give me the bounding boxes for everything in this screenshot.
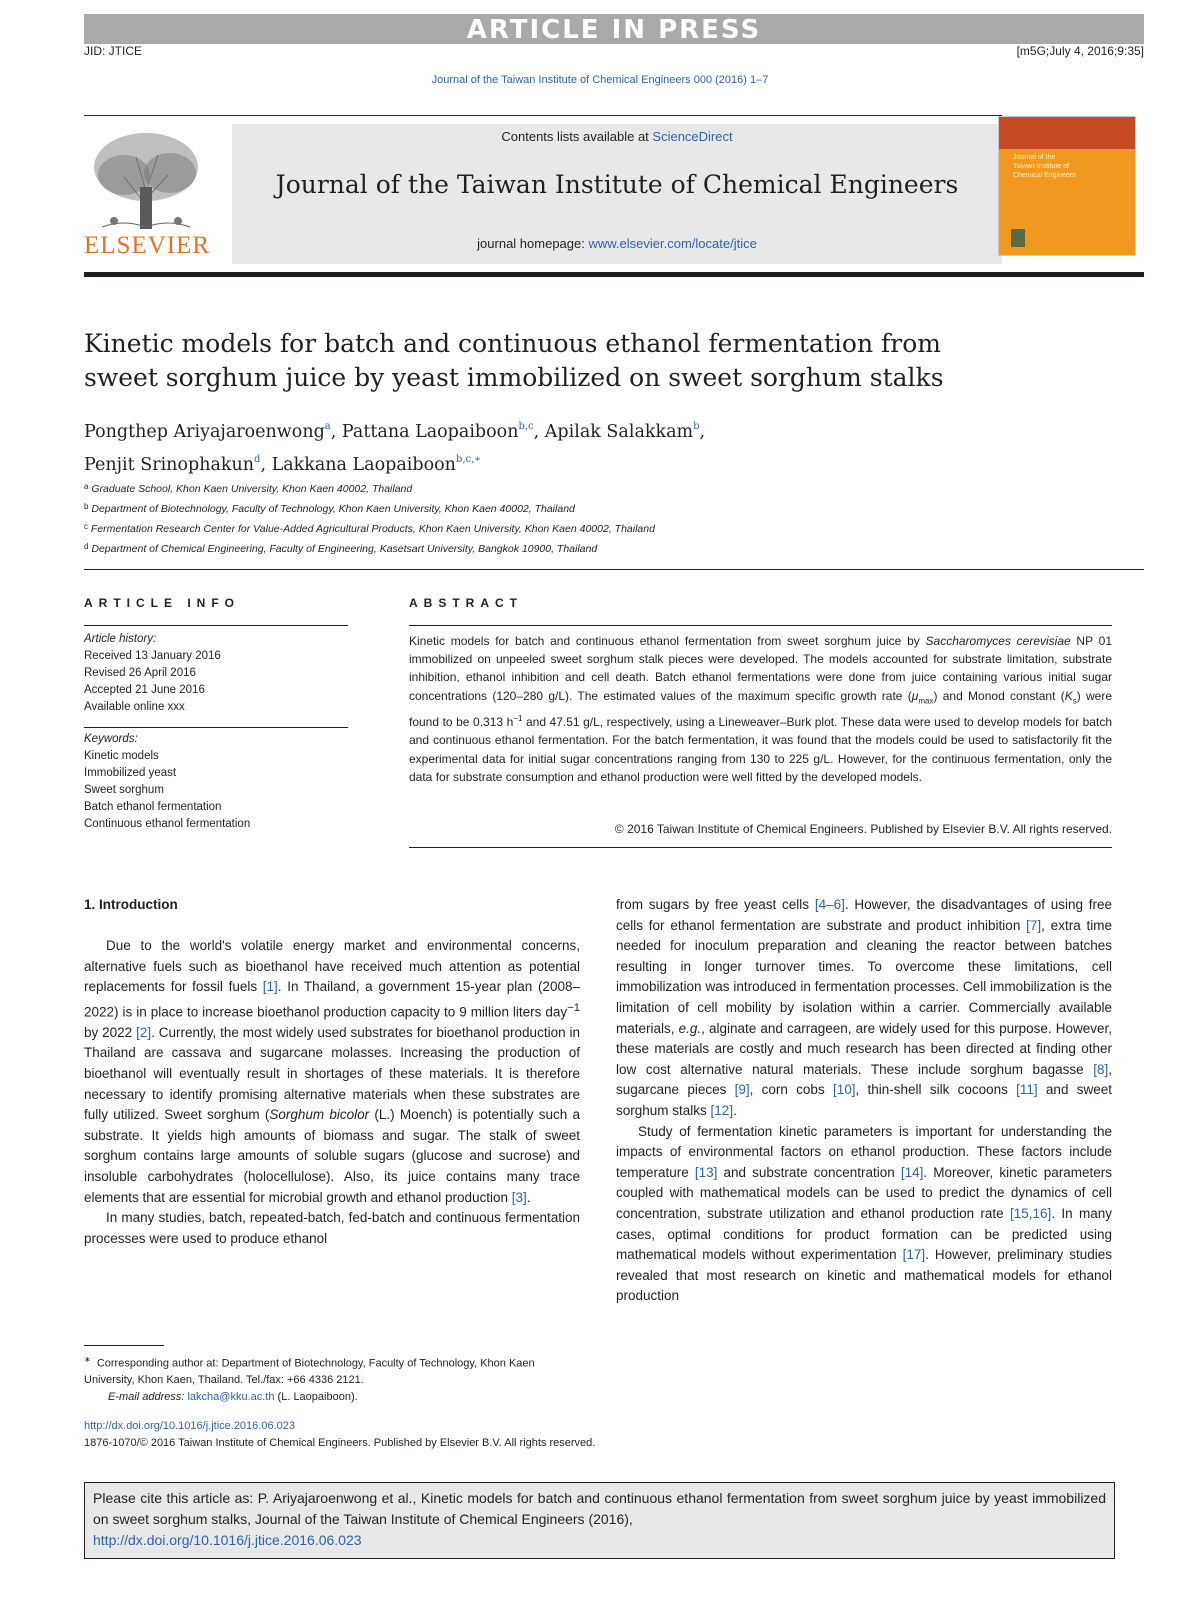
article-history: Article history: Received 13 January 2016 Revised 26 April 2016 Accepted 21 June 2016 Available online xxx (84, 633, 221, 713)
email-link[interactable]: lakcha@kku.ac.th (187, 1390, 275, 1403)
affiliation: $^c$ Fermentation Research Center for Value-Added Agricultural Products, Khon Kaen University, Khon Kaen 40002, Thailand (84, 522, 655, 535)
cover-image-band (999, 117, 1135, 149)
journal-cover-thumbnail (998, 116, 1136, 256)
cover-publisher-icon (1011, 229, 1025, 247)
running-head[interactable]: Journal of the Taiwan Institute of Chemical Engineers 000 (2016) 1–7 (431, 74, 769, 86)
citation-doi-link[interactable]: http://dx.doi.org/10.1016/j.jtice.2016.06.023 (93, 1532, 362, 1548)
homepage-prefix: journal homepage: (477, 236, 589, 251)
affiliation: $^a$ Graduate School, Khon Kaen University, Khon Kaen 40002, Thailand (84, 482, 413, 495)
author: Pongthep Ariyajaroenwong$^a$, (84, 421, 342, 442)
sciencedirect-link[interactable]: ScienceDirect (652, 129, 733, 144)
author-list (84, 413, 984, 479)
article-title: Kinetic models for batch and continuous ethanol fermentation from sweet sorghum juice by yeast immobilized on sweet sorghum stalks (84, 329, 944, 392)
article-info-heading: ARTICLE INFO (84, 596, 240, 610)
homepage-line (232, 236, 1002, 251)
masthead-divider (84, 272, 1144, 277)
author: Penjit Srinophakun$^d$, (84, 454, 272, 475)
article-in-press-banner: ARTICLE IN PRESS (84, 14, 1144, 44)
keyword: Kinetic models (84, 750, 159, 762)
affiliation: $^b$ Department of Biotechnology, Faculty of Technology, Khon Kaen University, Khon Kaen 40002, Thailand (84, 502, 575, 515)
abstract-body: Kinetic models for batch and continuous ethanol fermentation from sweet sorghum juice by Saccharomyces cerevisiae NP 01 immobilized on unpeeled sweet sorghum stalk pieces were developed. The models accounted for substrate limitation, substrate inhibition, ethanol inhibition and cell death. Batch ethanol fermentations were done from juice containing various initial sugar concentrations (120–280 g/L). The estimated values of the maximum specific growth rate $(\mu_{max})$ and Monod constant $(K_s)$ were found to be 0.313 $h^{-1}$ and 47.51 g/L, respectively, using a Lineweaver–Burk plot. These data were used to develop models for batch and continuous ethanol fermentation. For the batch fermentation, it was found that the models could be used to satisfactorily fit the experimental data for initial sugar concentrations ranging from 130 to 225 g/L. However, for the continuous fermentation, only the data for substrate consumption and ethanol production were well fitted by the developed models. (409, 634, 1112, 784)
abstract-copyright: © 2016 Taiwan Institute of Chemical Engineers. Published by Elsevier B.V. All rights reserved. (614, 822, 1112, 836)
citation-box (84, 1482, 1115, 1559)
contents-line (232, 129, 1002, 144)
abstract-rule (409, 847, 1112, 848)
author: Lakkana Laopaiboon$^{b,c,∗}$ (271, 454, 482, 475)
section-heading: 1. Introduction (84, 897, 178, 912)
body-column-right: from sugars by free yeast cells [4–6]. However, the disadvantages of using free cells for ethanol fermentation are substrate and product inhibition [7], extra time needed for inoculum preparation and cleaning the reactor between batches resulting in longer turnover times. To overcome these limitations, cell immobilization was introduced in fermentation processes. Cell immobilization is the limitation of cell mobility by isolation within a carrier. Commercially available materials, e.g., alginate and carrageen, are widely used for this purpose. However, these materials are costly and much research has been directed at finding other low cost alternative natural materials. These include sorghum bagasse [8], sugarcane pieces [9], corn cobs [10], thin-shell silk cocoons [11] and sweet sorghum stalks [12]. Study of fermentation kinetic parameters is important for understanding the impacts of environmental factors on ethanol production. These factors include temperature [13] and substrate concentration [14]. Moreover, kinetic parameters coupled with mathematical models can be used to predict the dynamics of cell concentration, substrate utilization and ethanol production rate [15,16]. In many cases, optimal conditions for product formation can be predicted using mathematical models without experimentation [17]. However, preliminary studies revealed that most research on kinetic and mathematical models for ethanol production (616, 897, 1113, 1304)
body-column-left: Due to the world's volatile energy market and environmental concerns, alternative fuels such as bioethanol have received much attention as potential replacements for fossil fuels [1]. In Thailand, a government 15-year plan (2008–2022) is in place to increase bioethanol production capacity to 9 million liters day$^{-1}$ by 2022 [2]. Currently, the most widely used substrates for bioethanol production in Thailand are cassava and sugarcane molasses. Increasing the production of bioethanol will eventually result in shortages of these materials. It is therefore necessary to identify promising alternative materials when these substrates are fully utilized. Sweet sorghum (Sorghum bicolor (L.) Moench) is potentially such a substrate. It yields high amounts of biomass and sugar. The stalk of sweet sorghum contains large amounts of soluble sugars (glucose and sucrose) and insoluble carbohydrates (holocellulose). Also, its juice contains many trace elements that are essential for microbial growth and ethanol production [3]. In many studies, batch, repeated-batch, fed-batch and continuous fermentation processes were used to produce ethanol (84, 938, 581, 1246)
abstract-heading: ABSTRACT (409, 596, 523, 610)
issn-line: 1876-1070/© 2016 Taiwan Institute of Chemical Engineers. Published by Elsevier B.V. All rights reserved. (84, 1437, 596, 1449)
publisher-wordmark: ELSEVIER (84, 232, 211, 259)
keyword: Batch ethanol fermentation (84, 801, 222, 813)
affiliation-list (84, 478, 984, 558)
info-rule (84, 625, 348, 626)
footnote-rule (84, 1345, 164, 1346)
front-matter-divider (84, 569, 1144, 570)
keyword: Immobilized yeast (84, 767, 177, 779)
keyword: Continuous ethanol fermentation (84, 818, 251, 830)
header-divider (84, 115, 1002, 116)
author: Pattana Laopaiboon$^{b,c}$, (341, 421, 545, 442)
citation-text: Please cite this article as: P. Ariyajaroenwong et al., Kinetic models for batch and continuous ethanol fermentation from sweet sorghum juice by yeast immobilized on sweet sorghum stalks, Journal of the Taiwan Institute of Chemical Engineers (2016), (93, 1490, 1106, 1527)
journal-title: Journal of the Taiwan Institute of Chemical Engineers (275, 170, 959, 199)
journal-homepage-link[interactable]: www.elsevier.com/locate/jtice (588, 236, 757, 251)
affiliation: $^d$ Department of Chemical Engineering, Faculty of Engineering, Kasetsart University, Bangkok 10900, Thailand (84, 542, 598, 555)
abstract-rule (409, 625, 1112, 626)
info-rule (84, 727, 348, 728)
cover-title: Journal of the Taiwan Institute of Chemical Engineers (1013, 154, 1076, 179)
build-stamp: [m5G;July 4, 2016;9:35] (1016, 44, 1144, 58)
journal-id: JID: JTICE (84, 44, 143, 58)
doi-link[interactable]: http://dx.doi.org/10.1016/j.jtice.2016.06.023 (84, 1420, 295, 1432)
contents-prefix: Contents lists available at (501, 129, 653, 144)
corresponding-author-footnote: ∗ Corresponding author at: Department of Biotechnology, Faculty of Technology, Khon Kaen University, Khon Kaen, Thailand. Tel./fax: +66 4336 2121. E-mail address: lakcha@kku.ac.th (L. Laopaiboon). (84, 1355, 535, 1403)
keyword: Sweet sorghum (84, 784, 164, 796)
author: Apilak Salakkam$^b$, (544, 421, 706, 442)
keyword-list: Keywords: Kinetic models Immobilized yeast Sweet sorghum Batch ethanol fermentation Continuous ethanol fermentation (84, 731, 348, 833)
